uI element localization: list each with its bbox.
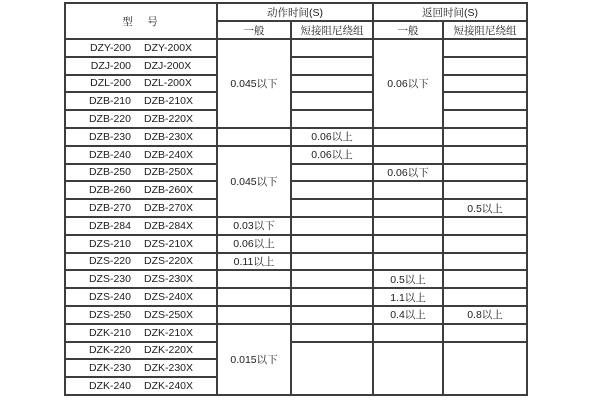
model-name-left: DZB-260: [88, 184, 131, 197]
table-row: [65, 288, 527, 306]
table-row: [65, 306, 527, 324]
action-damping-cell: 0.06以上: [291, 128, 373, 146]
model-name-right: DZB-210X: [143, 95, 194, 108]
action-damping-cell: [291, 324, 373, 342]
return-general-cell: [373, 253, 443, 271]
action-general-cell: 0.11以上: [217, 253, 291, 271]
table-row: [65, 164, 527, 182]
return-damping-cell: 0.8以上: [443, 306, 527, 324]
action-general-cell: 0.015以下: [217, 324, 291, 395]
return-general-cell: [373, 181, 443, 199]
model-cell: [65, 342, 217, 360]
return-general-cell: 0.06以下: [373, 164, 443, 182]
table-row: [65, 342, 527, 360]
model-name-left: DZY-200: [89, 41, 131, 54]
return-damping-cell: [443, 110, 527, 128]
return-general-cell: [373, 324, 443, 342]
model-name-right: DZB-240X: [143, 148, 194, 161]
action-damping-cell: [291, 217, 373, 235]
model-name-right: DZS-220X: [143, 255, 194, 268]
return-general-header: 一般: [373, 21, 443, 39]
return-damping-header: 短接阻尼绕组: [443, 21, 527, 39]
return-damping-cell: [443, 146, 527, 164]
model-name-right: DZK-230X: [143, 362, 194, 375]
return-damping-cell: [443, 39, 527, 57]
return-general-cell: 0.4以上: [373, 306, 443, 324]
model-name-right: DZK-240X: [143, 380, 194, 393]
return-damping-cell: [443, 164, 527, 182]
model-name-right: DZS-250X: [143, 308, 194, 321]
table-row: [65, 39, 527, 57]
action-general-cell: [217, 288, 291, 306]
action-general-cell: [217, 128, 291, 146]
model-name-left: DZB-220: [88, 113, 131, 126]
return-damping-cell: [443, 342, 527, 395]
table-row: [65, 57, 527, 75]
return-damping-cell: 0.5以上: [443, 199, 527, 217]
model-name-right: DZS-210X: [143, 237, 194, 250]
action-damping-cell: [291, 342, 373, 395]
action-damping-cell: [291, 235, 373, 253]
model-cell: [65, 253, 217, 271]
table-row: [65, 217, 527, 235]
model-name-left: DZB-210: [88, 95, 131, 108]
model-cell: [65, 146, 217, 164]
model-name-left: DZK-210: [88, 326, 131, 339]
action-damping-cell: [291, 181, 373, 199]
return-general-cell: [373, 128, 443, 146]
model-name-left: DZK-240: [88, 380, 131, 393]
model-name-left: DZL-200: [90, 77, 131, 90]
return-damping-cell: [443, 128, 527, 146]
model-cell: [65, 359, 217, 377]
action-damping-cell: [291, 164, 373, 182]
action-damping-cell: [291, 75, 373, 93]
return-general-cell: [373, 217, 443, 235]
model-name-right: DZK-210X: [143, 326, 194, 339]
model-cell: [65, 128, 217, 146]
model-cell: [65, 181, 217, 199]
relay-timing-table: [64, 2, 528, 396]
action-general-cell: 0.06以上: [217, 235, 291, 253]
action-damping-header: 短接阻尼绕组: [291, 21, 373, 39]
model-name-right: DZB-260X: [143, 184, 194, 197]
model-cell: [65, 110, 217, 128]
action-damping-cell: [291, 270, 373, 288]
model-name-right: DZB-270X: [143, 202, 194, 215]
action-damping-cell: [291, 110, 373, 128]
action-damping-cell: 0.06以上: [291, 146, 373, 164]
model-cell: [65, 324, 217, 342]
action-damping-cell: [291, 57, 373, 75]
action-damping-cell: [291, 306, 373, 324]
return-general-cell: 0.06以下: [373, 39, 443, 128]
model-name-right: DZJ-200X: [144, 59, 192, 72]
return-time-header: 返回时间(S): [373, 3, 527, 21]
table-row: [65, 324, 527, 342]
model-name-right: DZB-230X: [143, 130, 194, 143]
action-general-header: 一般: [217, 21, 291, 39]
model-name-right: DZK-220X: [143, 344, 194, 357]
model-cell: [65, 75, 217, 93]
model-name-left: DZS-240: [88, 291, 131, 304]
return-damping-cell: [443, 324, 527, 342]
return-damping-cell: [443, 92, 527, 110]
return-damping-cell: [443, 253, 527, 271]
model-cell: [65, 92, 217, 110]
table-row: [65, 128, 527, 146]
table-row: [65, 235, 527, 253]
model-name-left: DZS-220: [88, 255, 131, 268]
action-damping-cell: [291, 199, 373, 217]
model-name-right: DZL-200X: [144, 77, 192, 90]
return-general-cell: 1.1以上: [373, 288, 443, 306]
action-damping-cell: [291, 39, 373, 57]
model-cell: [65, 199, 217, 217]
model-cell: [65, 377, 217, 395]
model-name-left: DZB-230: [88, 130, 131, 143]
model-name-right: DZS-230X: [143, 273, 194, 286]
action-general-cell: [217, 306, 291, 324]
table-row: [65, 110, 527, 128]
model-name-right: DZB-250X: [143, 166, 194, 179]
action-general-cell: [217, 270, 291, 288]
model-column-header: 型 号: [65, 3, 217, 39]
return-general-cell: [373, 235, 443, 253]
table-row: [65, 199, 527, 217]
table-row: [65, 181, 527, 199]
return-damping-cell: [443, 288, 527, 306]
return-damping-cell: [443, 235, 527, 253]
model-cell: [65, 164, 217, 182]
model-name-right: DZS-240X: [143, 291, 194, 304]
return-general-cell: [373, 342, 443, 395]
model-cell: [65, 288, 217, 306]
return-damping-cell: [443, 217, 527, 235]
table-row: [65, 75, 527, 93]
model-name-left: DZJ-200: [90, 59, 131, 72]
action-time-header: 动作时间(S): [217, 3, 373, 21]
return-general-cell: [373, 146, 443, 164]
model-name-left: DZB-250: [88, 166, 131, 179]
return-damping-cell: [443, 270, 527, 288]
model-cell: [65, 306, 217, 324]
model-name-left: DZS-250: [88, 308, 131, 321]
model-name-right: DZB-284X: [143, 219, 194, 232]
model-cell: [65, 270, 217, 288]
action-damping-cell: [291, 92, 373, 110]
model-cell: [65, 39, 217, 57]
table-row: [65, 270, 527, 288]
action-general-cell: 0.045以下: [217, 39, 291, 128]
model-name-left: DZB-240: [88, 148, 131, 161]
return-damping-cell: [443, 57, 527, 75]
table-row: [65, 146, 527, 164]
model-name-left: DZB-270: [88, 202, 131, 215]
model-name-left: DZB-284: [88, 219, 131, 232]
action-general-cell: 0.045以下: [217, 146, 291, 217]
action-general-cell: 0.03以下: [217, 217, 291, 235]
model-cell: [65, 235, 217, 253]
action-damping-cell: [291, 288, 373, 306]
model-cell: [65, 217, 217, 235]
return-general-cell: [373, 199, 443, 217]
return-damping-cell: [443, 75, 527, 93]
return-general-cell: 0.5以上: [373, 270, 443, 288]
model-name-left: DZS-210: [88, 237, 131, 250]
model-name-right: DZY-200X: [144, 41, 193, 54]
model-name-left: DZK-220: [88, 344, 131, 357]
model-name-right: DZB-220X: [143, 113, 194, 126]
action-damping-cell: [291, 253, 373, 271]
model-name-left: DZK-230: [88, 362, 131, 375]
model-cell: [65, 57, 217, 75]
return-damping-cell: [443, 181, 527, 199]
table-row: [65, 253, 527, 271]
model-name-left: DZS-230: [88, 273, 131, 286]
table-row: [65, 92, 527, 110]
